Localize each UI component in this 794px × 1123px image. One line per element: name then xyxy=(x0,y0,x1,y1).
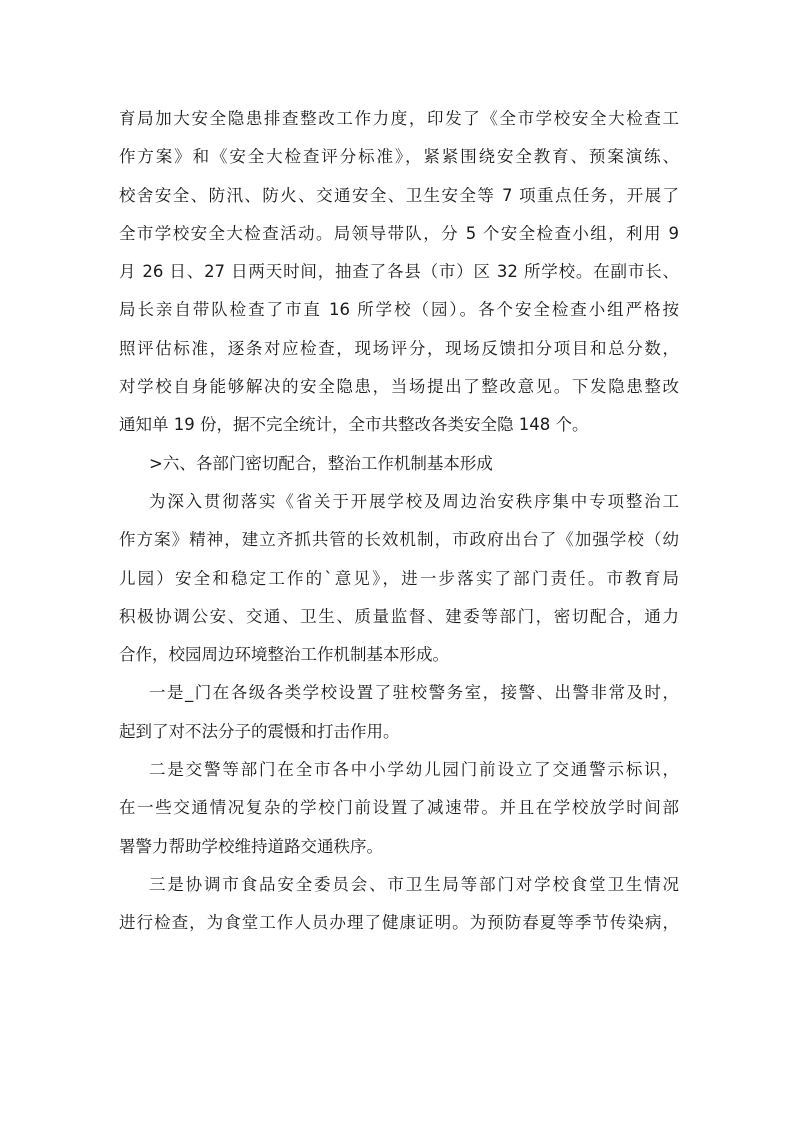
body-text xyxy=(119,100,679,943)
section-heading: >六、各部门密切配合，整治工作机制基本形成 xyxy=(149,453,493,473)
text-line: 作方案》精神，建立齐抓共管的长效机制，市政府出台了《加强学校（幼 xyxy=(119,530,679,550)
text-line: 通知单 19 份，据不完全统计，全市共整改各类安全隐 148 个。 xyxy=(119,415,589,435)
text-line: 三是协调市食品安全委员会、市卫生局等部门对学校食堂卫生情况 xyxy=(149,874,679,894)
text-line: 校舍安全、防汛、防火、交通安全、卫生安全等 7 项重点任务，开展了 xyxy=(119,185,679,205)
text-line: 为深入贯彻落实《省关于开展学校及周边治安秩序集中专项整治工 xyxy=(149,491,679,511)
text-line: 一是_门在各级各类学校设置了驻校警务室，接警、出警非常及时， xyxy=(149,683,679,703)
text-line: 积极协调公安、交通、卫生、质量监督、建委等部门，密切配合，通力 xyxy=(119,606,679,626)
text-line: 儿园）安全和稳定工作的`意见》，进一步落实了部门责任。市教育局 xyxy=(119,568,679,588)
text-line: 在一些交通情况复杂的学校门前设置了减速带。并且在学校放学时间部 xyxy=(119,798,679,818)
text-line: 合作，校园周边环境整治工作机制基本形成。 xyxy=(119,645,449,665)
text-line: 育局加大安全隐患排查整改工作力度，印发了《全市学校安全大检查工 xyxy=(119,109,679,128)
text-line: 对学校自身能够解决的安全隐患，当场提出了整改意见。下发隐患整改 xyxy=(119,377,679,397)
text-line: 起到了对不法分子的震慑和打击作用。 xyxy=(119,721,400,741)
text-line: 作方案》和《安全大检查评分标准》，紧紧围绕安全教育、预案演练、 xyxy=(119,147,679,167)
text-line: 全市学校安全大检查活动。局领导带队，分 5 个安全检查小组，利用 9 xyxy=(119,223,679,243)
text-line: 月 26 日、27 日两天时间，抽查了各县（市）区 32 所学校。在副市长、 xyxy=(119,262,679,282)
text-line: 署警力帮助学校维持道路交通秩序。 xyxy=(119,836,383,856)
text-line: 局长亲自带队检查了市直 16 所学校（园）。各个安全检查小组严格按 xyxy=(119,300,679,320)
text-line: 二是交警等部门在全市各中小学幼儿园门前设立了交通警示标识， xyxy=(149,760,679,780)
text-line: 照评估标准，逐条对应检查，现场评分，现场反馈扣分项目和总分数， xyxy=(119,338,679,358)
text-line: 进行检查，为食堂工作人员办理了健康证明。为预防春夏等季节传染病， xyxy=(119,913,679,933)
